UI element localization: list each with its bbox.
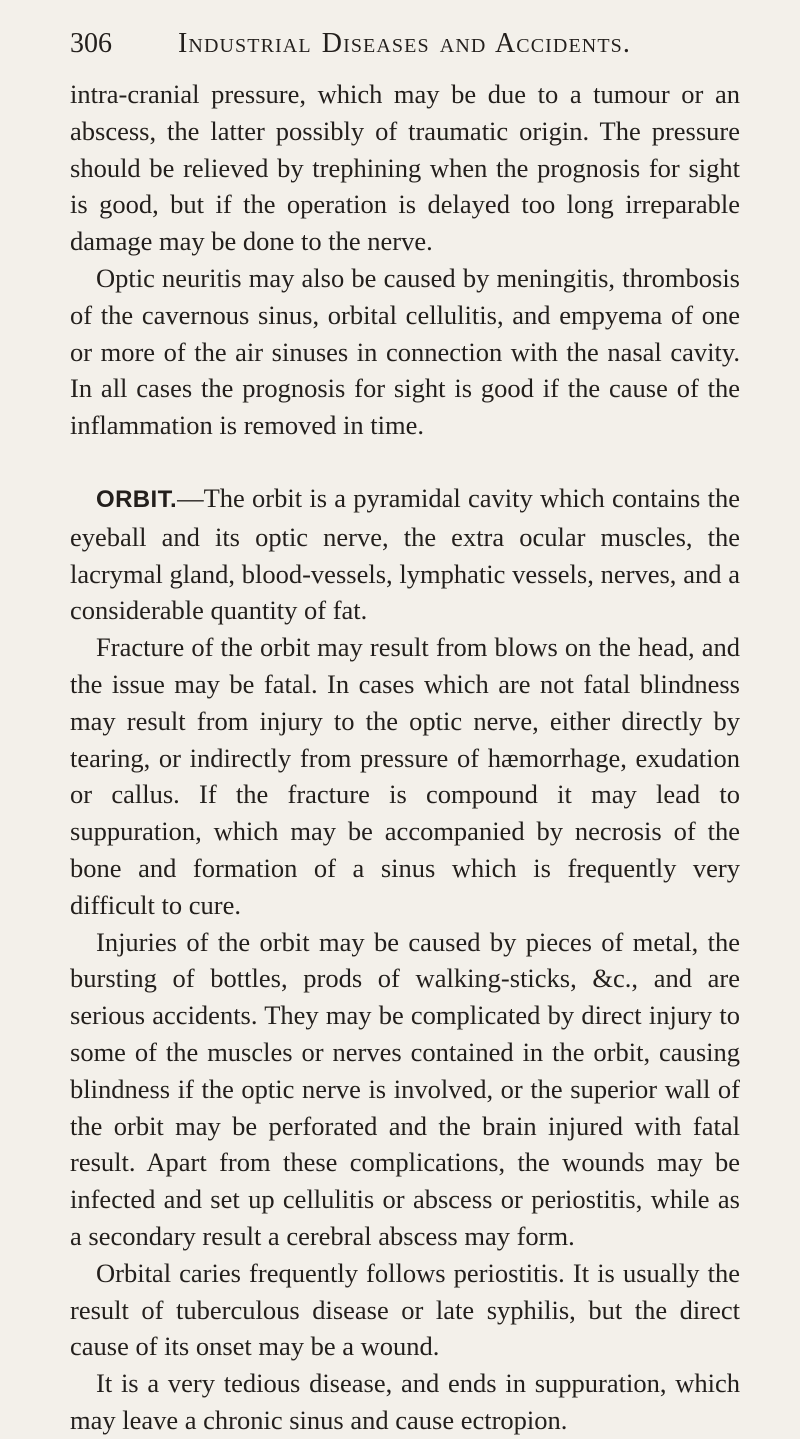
running-head — [70, 22, 710, 66]
paragraph-orbit-definition — [70, 480, 740, 629]
paragraph-tedious-disease: It is a very tedious disease, and ends in suppuration, which may leave a chronic sinus and cause ectropion. — [70, 1368, 740, 1435]
paragraph-orbit-fracture: Fracture of the orbit may result from blows on the head, and the issue may be fatal. In cases which are not fatal blindness may result from injury to the optic nerve, either directly by tearing, or indirectly from pressure of hæmorrhage, exudation or callus. If the fracture is compound it may lead to suppuration, which may be accompanied by necrosis of the bone and formation of a sinus which is frequently very difficult to cure. — [70, 632, 740, 920]
page-number: 306 — [70, 28, 112, 59]
paragraph-optic-neuritis: Optic neuritis may also be caused by meningitis, thrombosis of the cavernous sinus, orbital cellulitis, and empyema of one or more of the air sinuses in connection with the nasal cavity. In all cases the prognosis for sight is good if the cause of the inflammation is removed in time. — [70, 262, 740, 441]
paragraph-orbit-definition-text: —The orbit is a pyramidal cavity which contains the eyeball and its optic nerve, the extra ocular muscles, the lacrymal gland, blood-vessels, lymphatic vessels, nerves, and a considerable quantity of fat. — [70, 482, 740, 626]
paragraph-orbit-injuries: Injuries of the orbit may be caused by pieces of metal, the bursting of bottles, prods of walking-sticks, &c., and are serious accidents. They may be complicated by direct injury to some of the muscles or nerves contained in the orbit, causing blindness if the optic nerve is involved, or the superior wall of the orbit may be perforated and the brain injured with fatal result. Apart from these complications, the wounds may be infected and set up cellulitis or abscess or periostitis, while as a secondary result a cerebral abscess may form. — [70, 926, 740, 1251]
running-title: Industrial Diseases and Accidents. — [178, 28, 631, 59]
paragraph-orbital-caries: Orbital caries frequently follows periostitis. It is usually the result of tuberculous disease or late syphilis, but the direct cause of its onset may be a wound. — [70, 1257, 740, 1362]
section-heading-orbit: ORBIT. — [96, 485, 178, 513]
paragraph-intracranial-pressure: intra-cranial pressure, which may be due to a tumour or an abscess, the latter possibly of traumatic origin. The pressure should be relieved by trephining when the prognosis for sight is good, but if the operation is delayed too long irreparable damage may be done to the nerve. — [70, 79, 740, 257]
body-text — [70, 76, 740, 1439]
